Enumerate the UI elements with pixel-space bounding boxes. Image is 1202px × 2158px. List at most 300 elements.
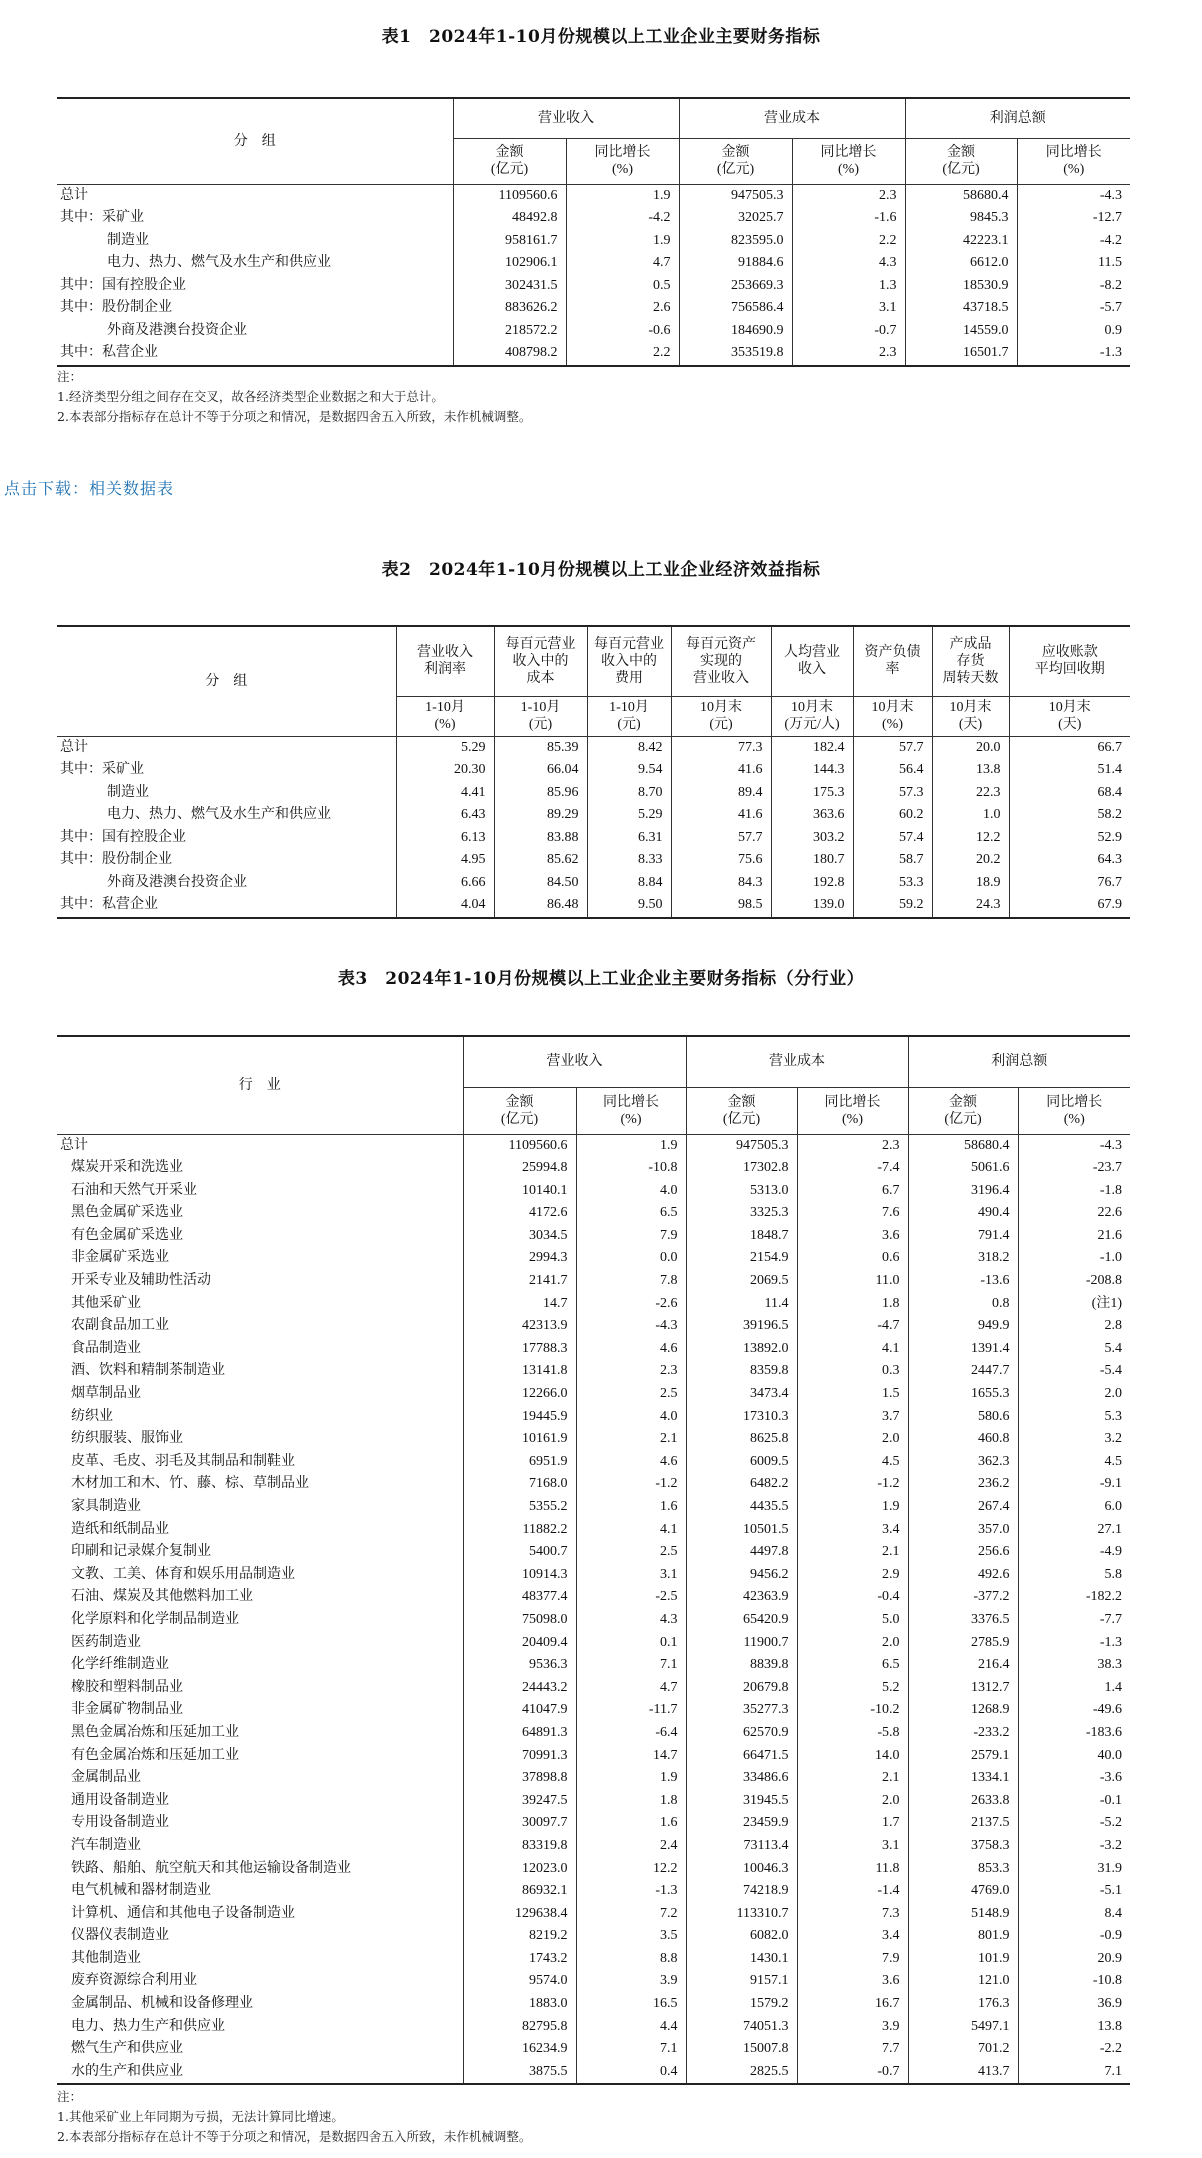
table-cell: 1883.0 <box>463 1993 576 2016</box>
table-cell: 12.2 <box>932 827 1009 850</box>
table-row <box>57 342 1130 366</box>
table-row <box>57 1473 1130 1496</box>
table-cell: 10140.1 <box>463 1180 576 1203</box>
table-cell: 7.1 <box>576 2038 686 2061</box>
table-cell: 3.4 <box>797 1519 908 1542</box>
table-cell: 1.9 <box>576 1767 686 1790</box>
table-cell: 3.1 <box>797 1835 908 1858</box>
table-cell: -0.6 <box>566 320 679 343</box>
row-label: 水的生产和供应业 <box>57 2061 463 2085</box>
table-cell: 6082.0 <box>686 1925 797 1948</box>
table-cell: -4.3 <box>1099 187 1122 203</box>
table-row <box>57 252 1130 275</box>
period-header: 10月末 (天) <box>932 696 1009 736</box>
table-row <box>57 1790 1130 1813</box>
table-cell: 216.4 <box>908 1654 1018 1677</box>
table-cell: 6951.9 <box>463 1451 576 1474</box>
table-cell: 2141.7 <box>463 1270 576 1293</box>
table-cell: 363.6 <box>771 804 853 827</box>
table-cell: -10.8 <box>1092 1973 1122 1989</box>
download-data-link[interactable]: 点击下载：相关数据表 <box>4 479 175 498</box>
table-cell: -182.2 <box>1085 1589 1122 1605</box>
table-row <box>57 1428 1130 1451</box>
table-cell: 3.6 <box>797 1225 908 1248</box>
table-row <box>57 1270 1130 1293</box>
industry-header: 行 业 <box>57 1036 463 1134</box>
period-header: 1-10月 (%) <box>396 696 494 736</box>
table2-title: 表2 2024年1-10月份规模以上工业企业经济效益指标 <box>381 560 821 580</box>
row-label: 电力、热力生产和供应业 <box>57 2016 463 2039</box>
table-cell: 1.3 <box>792 275 905 298</box>
table-cell: 3473.4 <box>686 1383 797 1406</box>
table3-notes: 注： 1.其他采矿业上年同期为亏损，无法计算同比增速。 2.本表部分指标存在总计不等于分项之和情况，是数据四舍五入所致，未作机械调整。 <box>57 2089 532 2144</box>
table-cell: 492.6 <box>908 1564 1018 1587</box>
table-cell: -183.6 <box>1085 1724 1122 1740</box>
table-cell: 17788.3 <box>463 1338 576 1361</box>
table-cell: -49.6 <box>1092 1702 1122 1718</box>
table-cell: 580.6 <box>908 1406 1018 1429</box>
table-cell: 5313.0 <box>686 1180 797 1203</box>
row-label: 其他制造业 <box>57 1948 463 1971</box>
table-cell: 853.3 <box>908 1858 1018 1881</box>
table-cell: 1579.2 <box>686 1993 797 2016</box>
table-cell: 8.8 <box>576 1948 686 1971</box>
table-cell: 102906.1 <box>453 252 566 275</box>
table-row <box>57 320 1130 343</box>
table-cell: 1.9 <box>576 1134 686 1157</box>
table-cell: 6.5 <box>576 1202 686 1225</box>
table-cell: -0.9 <box>1099 1928 1122 1944</box>
table-cell: 65420.9 <box>686 1609 797 1632</box>
table3-title: 表3 2024年1-10月份规模以上工业企业主要财务指标（分行业） <box>337 969 865 989</box>
table-cell: 6009.5 <box>686 1451 797 1474</box>
row-label: 非金属矿采选业 <box>57 1247 463 1270</box>
table-cell: 3.1 <box>576 1564 686 1587</box>
table-row <box>57 1564 1130 1587</box>
table-cell: -1.2 <box>576 1473 686 1496</box>
table-cell: 1.6 <box>576 1812 686 1835</box>
table-cell: 59.2 <box>853 894 932 918</box>
table-cell: 4.6 <box>576 1338 686 1361</box>
row-label: 专用设备制造业 <box>57 1812 463 1835</box>
table-cell: 20.0 <box>932 736 1009 759</box>
table-row <box>57 1745 1130 1768</box>
table-cell: 17310.3 <box>686 1406 797 1429</box>
table-cell: 85.96 <box>494 782 587 805</box>
table-cell: 42223.1 <box>905 230 1017 253</box>
table-cell: 32025.7 <box>679 207 792 230</box>
table-cell: 2137.5 <box>908 1812 1018 1835</box>
table1 <box>57 97 1130 367</box>
table3 <box>57 1035 1130 2085</box>
table-cell: 4.41 <box>396 782 494 805</box>
table-cell: 21.6 <box>1097 1227 1122 1243</box>
table-cell: 1268.9 <box>908 1699 1018 1722</box>
table-cell: -4.2 <box>1099 232 1122 248</box>
row-label: 石油和天然气开采业 <box>57 1180 463 1203</box>
table-cell: -2.2 <box>1099 2041 1122 2057</box>
table-cell: 9536.3 <box>463 1654 576 1677</box>
table-cell: 73113.4 <box>686 1835 797 1858</box>
table-cell: -4.3 <box>1099 1137 1122 1153</box>
table-cell: 3.2 <box>1104 1431 1122 1447</box>
table-cell: 74051.3 <box>686 2016 797 2039</box>
table-cell: 1430.1 <box>686 1948 797 1971</box>
table2 <box>57 625 1130 919</box>
table-cell: -233.2 <box>908 1722 1018 1745</box>
period-header: 1-10月 (元) <box>587 696 671 736</box>
table-cell: 13141.8 <box>463 1360 576 1383</box>
table-cell: 12023.0 <box>463 1858 576 1881</box>
table-cell: 2.6 <box>566 297 679 320</box>
col-group-revenue: 营业收入 <box>453 98 679 138</box>
table-cell: 58.2 <box>1097 807 1122 822</box>
table-cell: 57.7 <box>853 736 932 759</box>
table-cell: 83319.8 <box>463 1835 576 1858</box>
table-cell: 8219.2 <box>463 1925 576 1948</box>
table-cell: -1.2 <box>797 1473 908 1496</box>
growth-header: 同比增长 (%) <box>1045 145 1102 177</box>
table-cell: 192.8 <box>771 872 853 895</box>
table-cell: 0.9 <box>1104 322 1122 338</box>
table-cell: 57.3 <box>853 782 932 805</box>
row-label: 其中：采矿业 <box>57 207 453 230</box>
table-cell: 1743.2 <box>463 1948 576 1971</box>
table-cell: 5.0 <box>797 1609 908 1632</box>
row-label: 电气机械和器材制造业 <box>57 1880 463 1903</box>
metric-header: 营业收入 利润率 <box>396 626 494 696</box>
table-row <box>57 1451 1130 1474</box>
table-cell: 4.5 <box>797 1451 908 1474</box>
table-cell: 823595.0 <box>679 230 792 253</box>
table-cell: 3196.4 <box>908 1180 1018 1203</box>
row-label: 其中：国有控股企业 <box>57 827 396 850</box>
table-cell: 12.2 <box>576 1858 686 1881</box>
table-cell: 9.54 <box>587 759 671 782</box>
amount-header: 金额 (亿元) <box>679 138 792 184</box>
col-group-profit: 利润总额 <box>908 1036 1130 1087</box>
growth-header: 同比增长 (%) <box>1046 1094 1103 1127</box>
row-label: 木材加工和木、竹、藤、棕、草制品业 <box>57 1473 463 1496</box>
table-row <box>57 759 1130 782</box>
table-cell: 33486.6 <box>686 1767 797 1790</box>
table-cell: -12.7 <box>1092 210 1122 225</box>
table-row <box>57 1134 1130 1157</box>
table-cell: 58680.4 <box>905 184 1017 207</box>
table-cell: 89.29 <box>494 804 587 827</box>
table-cell: -5.1 <box>1099 1883 1122 1899</box>
table-cell: 6.0 <box>1104 1499 1122 1514</box>
group-header: 分 组 <box>57 98 453 184</box>
table-cell: 20.30 <box>396 759 494 782</box>
table-row <box>57 1880 1130 1903</box>
table-cell: -0.4 <box>797 1586 908 1609</box>
table-cell: -1.4 <box>797 1880 908 1903</box>
row-label: 其中：私营企业 <box>57 342 453 366</box>
table-row <box>57 1609 1130 1632</box>
table-row <box>57 1338 1130 1361</box>
row-label: 总计 <box>57 1134 463 1157</box>
table-cell: 5148.9 <box>908 1903 1018 1926</box>
table-cell: 1312.7 <box>908 1677 1018 1700</box>
table-cell: -0.7 <box>797 2061 908 2085</box>
row-label: 总计 <box>57 736 396 759</box>
table-row <box>57 1519 1130 1542</box>
table-cell: 7168.0 <box>463 1473 576 1496</box>
row-label: 仪器仪表制造业 <box>57 1925 463 1948</box>
table-cell: 43718.5 <box>905 297 1017 320</box>
table-cell: 1655.3 <box>908 1383 1018 1406</box>
table-cell: 8.70 <box>587 782 671 805</box>
table-row <box>57 1767 1130 1790</box>
table-cell: -6.4 <box>576 1722 686 1745</box>
row-label: 煤炭开采和洗选业 <box>57 1157 463 1180</box>
row-label: 制造业 <box>57 230 453 253</box>
table-cell: 39247.5 <box>463 1790 576 1813</box>
table-cell: 11.0 <box>797 1270 908 1293</box>
table-cell: 38.3 <box>1097 1657 1122 1673</box>
amount-header: 金额 (亿元) <box>463 1087 576 1134</box>
table-cell: 4.1 <box>576 1519 686 1542</box>
table-cell: 0.3 <box>797 1360 908 1383</box>
table-cell: 98.5 <box>671 894 771 918</box>
table-cell: 1109560.6 <box>463 1134 576 1157</box>
table-cell: 48377.4 <box>463 1586 576 1609</box>
table-cell: 1.4 <box>1104 1679 1122 1695</box>
table-cell: 7.1 <box>1104 2063 1122 2079</box>
table-cell: 4.6 <box>576 1451 686 1474</box>
table-cell: 2069.5 <box>686 1270 797 1293</box>
table-cell: 4435.5 <box>686 1496 797 1519</box>
table-cell: 37898.8 <box>463 1767 576 1790</box>
table-cell: 1848.7 <box>686 1225 797 1248</box>
table-cell: 3.9 <box>797 2016 908 2039</box>
table-cell: 2.1 <box>797 1767 908 1790</box>
table-cell: 2.9 <box>797 1564 908 1587</box>
table-row <box>57 1225 1130 1248</box>
period-header: 10月末 (万元/人) <box>771 696 853 736</box>
table-cell: 302431.5 <box>453 275 566 298</box>
table-cell: 2.3 <box>797 1134 908 1157</box>
row-label: 有色金属矿采选业 <box>57 1225 463 1248</box>
table-cell: 2994.3 <box>463 1247 576 1270</box>
table-cell: 83.88 <box>494 827 587 850</box>
table-cell: 3.1 <box>792 297 905 320</box>
table-row <box>57 872 1130 895</box>
table-cell: 11.8 <box>797 1858 908 1881</box>
table-cell: 701.2 <box>908 2038 1018 2061</box>
table-cell: 958161.7 <box>453 230 566 253</box>
table-cell: 180.7 <box>771 849 853 872</box>
table-cell: 77.3 <box>671 736 771 759</box>
table-row <box>57 894 1130 918</box>
table1-title: 表1 2024年1-10月份规模以上工业企业主要财务指标 <box>381 27 821 47</box>
table-cell: 3325.3 <box>686 1202 797 1225</box>
table-cell: 31945.5 <box>686 1790 797 1813</box>
row-label: 非金属矿物制品业 <box>57 1699 463 1722</box>
table-cell: 2.2 <box>566 342 679 366</box>
table-row <box>57 1496 1130 1519</box>
table-cell: 4.3 <box>792 252 905 275</box>
table-cell: 9845.3 <box>905 207 1017 230</box>
table-cell: 8359.8 <box>686 1360 797 1383</box>
row-label: 有色金属冶炼和压延加工业 <box>57 1745 463 1768</box>
table-cell: 3.6 <box>797 1970 908 1993</box>
growth-header: 同比增长 (%) <box>797 1087 908 1134</box>
table-cell: 10046.3 <box>686 1858 797 1881</box>
table-row <box>57 1722 1130 1745</box>
row-label: 其中：采矿业 <box>57 759 396 782</box>
row-label: 汽车制造业 <box>57 1835 463 1858</box>
table-cell: 1109560.6 <box>453 184 566 207</box>
row-label: 其中：私营企业 <box>57 894 396 918</box>
table-row <box>57 1541 1130 1564</box>
table-cell: -8.2 <box>1099 277 1122 293</box>
table-cell: 13.8 <box>932 759 1009 782</box>
table-cell: 0.8 <box>908 1293 1018 1316</box>
table-cell: 16.5 <box>576 1993 686 2016</box>
table-cell: 2825.5 <box>686 2061 797 2085</box>
table-cell: 9157.1 <box>686 1970 797 1993</box>
table-cell: 5.4 <box>1104 1340 1122 1356</box>
table-cell: 2.0 <box>797 1790 908 1813</box>
table-cell: 36.9 <box>1097 1996 1122 2012</box>
table-cell: -5.7 <box>1099 300 1122 315</box>
table-cell: 6.7 <box>797 1180 908 1203</box>
table-cell: -10.8 <box>576 1157 686 1180</box>
table-cell: 3.5 <box>576 1925 686 1948</box>
table-cell: 175.3 <box>771 782 853 805</box>
table-cell: 3376.5 <box>908 1609 1018 1632</box>
table-row <box>57 1970 1130 1993</box>
table-cell: 58680.4 <box>908 1134 1018 1157</box>
table-cell: 2154.9 <box>686 1247 797 1270</box>
table-cell: 253669.3 <box>679 275 792 298</box>
row-label: 总计 <box>57 184 453 207</box>
table-cell: 1.8 <box>797 1293 908 1316</box>
table-cell: (注1) <box>1091 1295 1122 1311</box>
table-cell: 947505.3 <box>679 184 792 207</box>
table-cell: 7.3 <box>797 1903 908 1926</box>
table-cell: 10161.9 <box>463 1428 576 1451</box>
period-header: 10月末 (元) <box>671 696 771 736</box>
table-cell: 176.3 <box>908 1993 1018 2016</box>
table-cell: 6.13 <box>396 827 494 850</box>
table-row <box>57 1812 1130 1835</box>
table-cell: 67.9 <box>1097 897 1122 912</box>
table-cell: 40.0 <box>1097 1747 1122 1763</box>
table-cell: 86.48 <box>494 894 587 918</box>
table-cell: -2.5 <box>576 1586 686 1609</box>
table-cell: 949.9 <box>908 1315 1018 1338</box>
table-cell: -2.6 <box>576 1293 686 1316</box>
table-cell: 5400.7 <box>463 1541 576 1564</box>
table-cell: 3.7 <box>797 1406 908 1429</box>
table-cell: 66.7 <box>1097 739 1122 755</box>
row-label: 其中：股份制企业 <box>57 849 396 872</box>
table-cell: 20679.8 <box>686 1677 797 1700</box>
table-cell: 8.33 <box>587 849 671 872</box>
table-cell: 16.7 <box>797 1993 908 2016</box>
table-cell: 460.8 <box>908 1428 1018 1451</box>
table-cell: 25994.8 <box>463 1157 576 1180</box>
table-cell: 184690.9 <box>679 320 792 343</box>
table-cell: -4.2 <box>566 207 679 230</box>
table-cell: 75.6 <box>671 849 771 872</box>
table-row <box>57 2016 1130 2039</box>
table-cell: 947505.3 <box>686 1134 797 1157</box>
table-cell: 1.9 <box>566 184 679 207</box>
table-cell: 76.7 <box>1097 874 1122 890</box>
table-cell: 4.1 <box>797 1338 908 1361</box>
table-cell: 70991.3 <box>463 1745 576 1768</box>
amount-header: 金额 (亿元) <box>908 1087 1018 1134</box>
row-label: 燃气生产和供应业 <box>57 2038 463 2061</box>
table-cell: 2.0 <box>1104 1386 1122 1402</box>
table-cell: -5.2 <box>1099 1815 1122 1831</box>
row-label: 文教、工美、体育和娱乐用品制造业 <box>57 1564 463 1587</box>
table-cell: 11.4 <box>686 1293 797 1316</box>
table-row <box>57 1835 1130 1858</box>
metric-header: 产成品 存货 周转天数 <box>932 626 1009 696</box>
table-cell: 121.0 <box>908 1970 1018 1993</box>
table-cell: 6.43 <box>396 804 494 827</box>
table-cell: 2.0 <box>797 1632 908 1655</box>
table-cell: 791.4 <box>908 1225 1018 1248</box>
table-cell: 20.9 <box>1097 1950 1122 1966</box>
table-cell: 4.5 <box>1104 1453 1122 1469</box>
row-label: 橡胶和塑料制品业 <box>57 1677 463 1700</box>
table-cell: 41.6 <box>671 804 771 827</box>
table-cell: 0.6 <box>797 1247 908 1270</box>
table-cell: 2.3 <box>792 342 905 366</box>
table-cell: 66.04 <box>494 759 587 782</box>
table-cell: 12266.0 <box>463 1383 576 1406</box>
table-cell: 9.50 <box>587 894 671 918</box>
table-row <box>57 207 1130 230</box>
table-cell: 7.9 <box>797 1948 908 1971</box>
table-cell: 2.2 <box>792 230 905 253</box>
table-cell: 18.9 <box>932 872 1009 895</box>
col-group-cost: 营业成本 <box>686 1036 908 1087</box>
table-cell: 51.4 <box>1097 762 1122 777</box>
table-cell: -5.4 <box>1099 1363 1122 1379</box>
table-cell: 39196.5 <box>686 1315 797 1338</box>
row-label: 造纸和纸制品业 <box>57 1519 463 1542</box>
col-group-cost: 营业成本 <box>679 98 905 138</box>
table-cell: 1.9 <box>566 230 679 253</box>
table-cell: 6612.0 <box>905 252 1017 275</box>
table-cell: 60.2 <box>853 804 932 827</box>
table-cell: 14.7 <box>576 1745 686 1768</box>
period-header: 10月末 (%) <box>853 696 932 736</box>
row-label: 金属制品业 <box>57 1767 463 1790</box>
table-cell: -208.8 <box>1085 1273 1122 1289</box>
table-cell: 17302.8 <box>686 1157 797 1180</box>
table-cell: 267.4 <box>908 1496 1018 1519</box>
table-cell: 5355.2 <box>463 1496 576 1519</box>
row-label: 金属制品、机械和设备修理业 <box>57 1993 463 2016</box>
table-cell: 91884.6 <box>679 252 792 275</box>
table-cell: 74218.9 <box>686 1880 797 1903</box>
table-cell: 6.5 <box>797 1654 908 1677</box>
table-cell: 7.6 <box>797 1202 908 1225</box>
table-row <box>57 1247 1130 1270</box>
table-cell: 8625.8 <box>686 1428 797 1451</box>
metric-header: 每百元营业 收入中的 费用 <box>587 626 671 696</box>
table-cell: -11.7 <box>576 1699 686 1722</box>
table-row <box>57 1654 1130 1677</box>
